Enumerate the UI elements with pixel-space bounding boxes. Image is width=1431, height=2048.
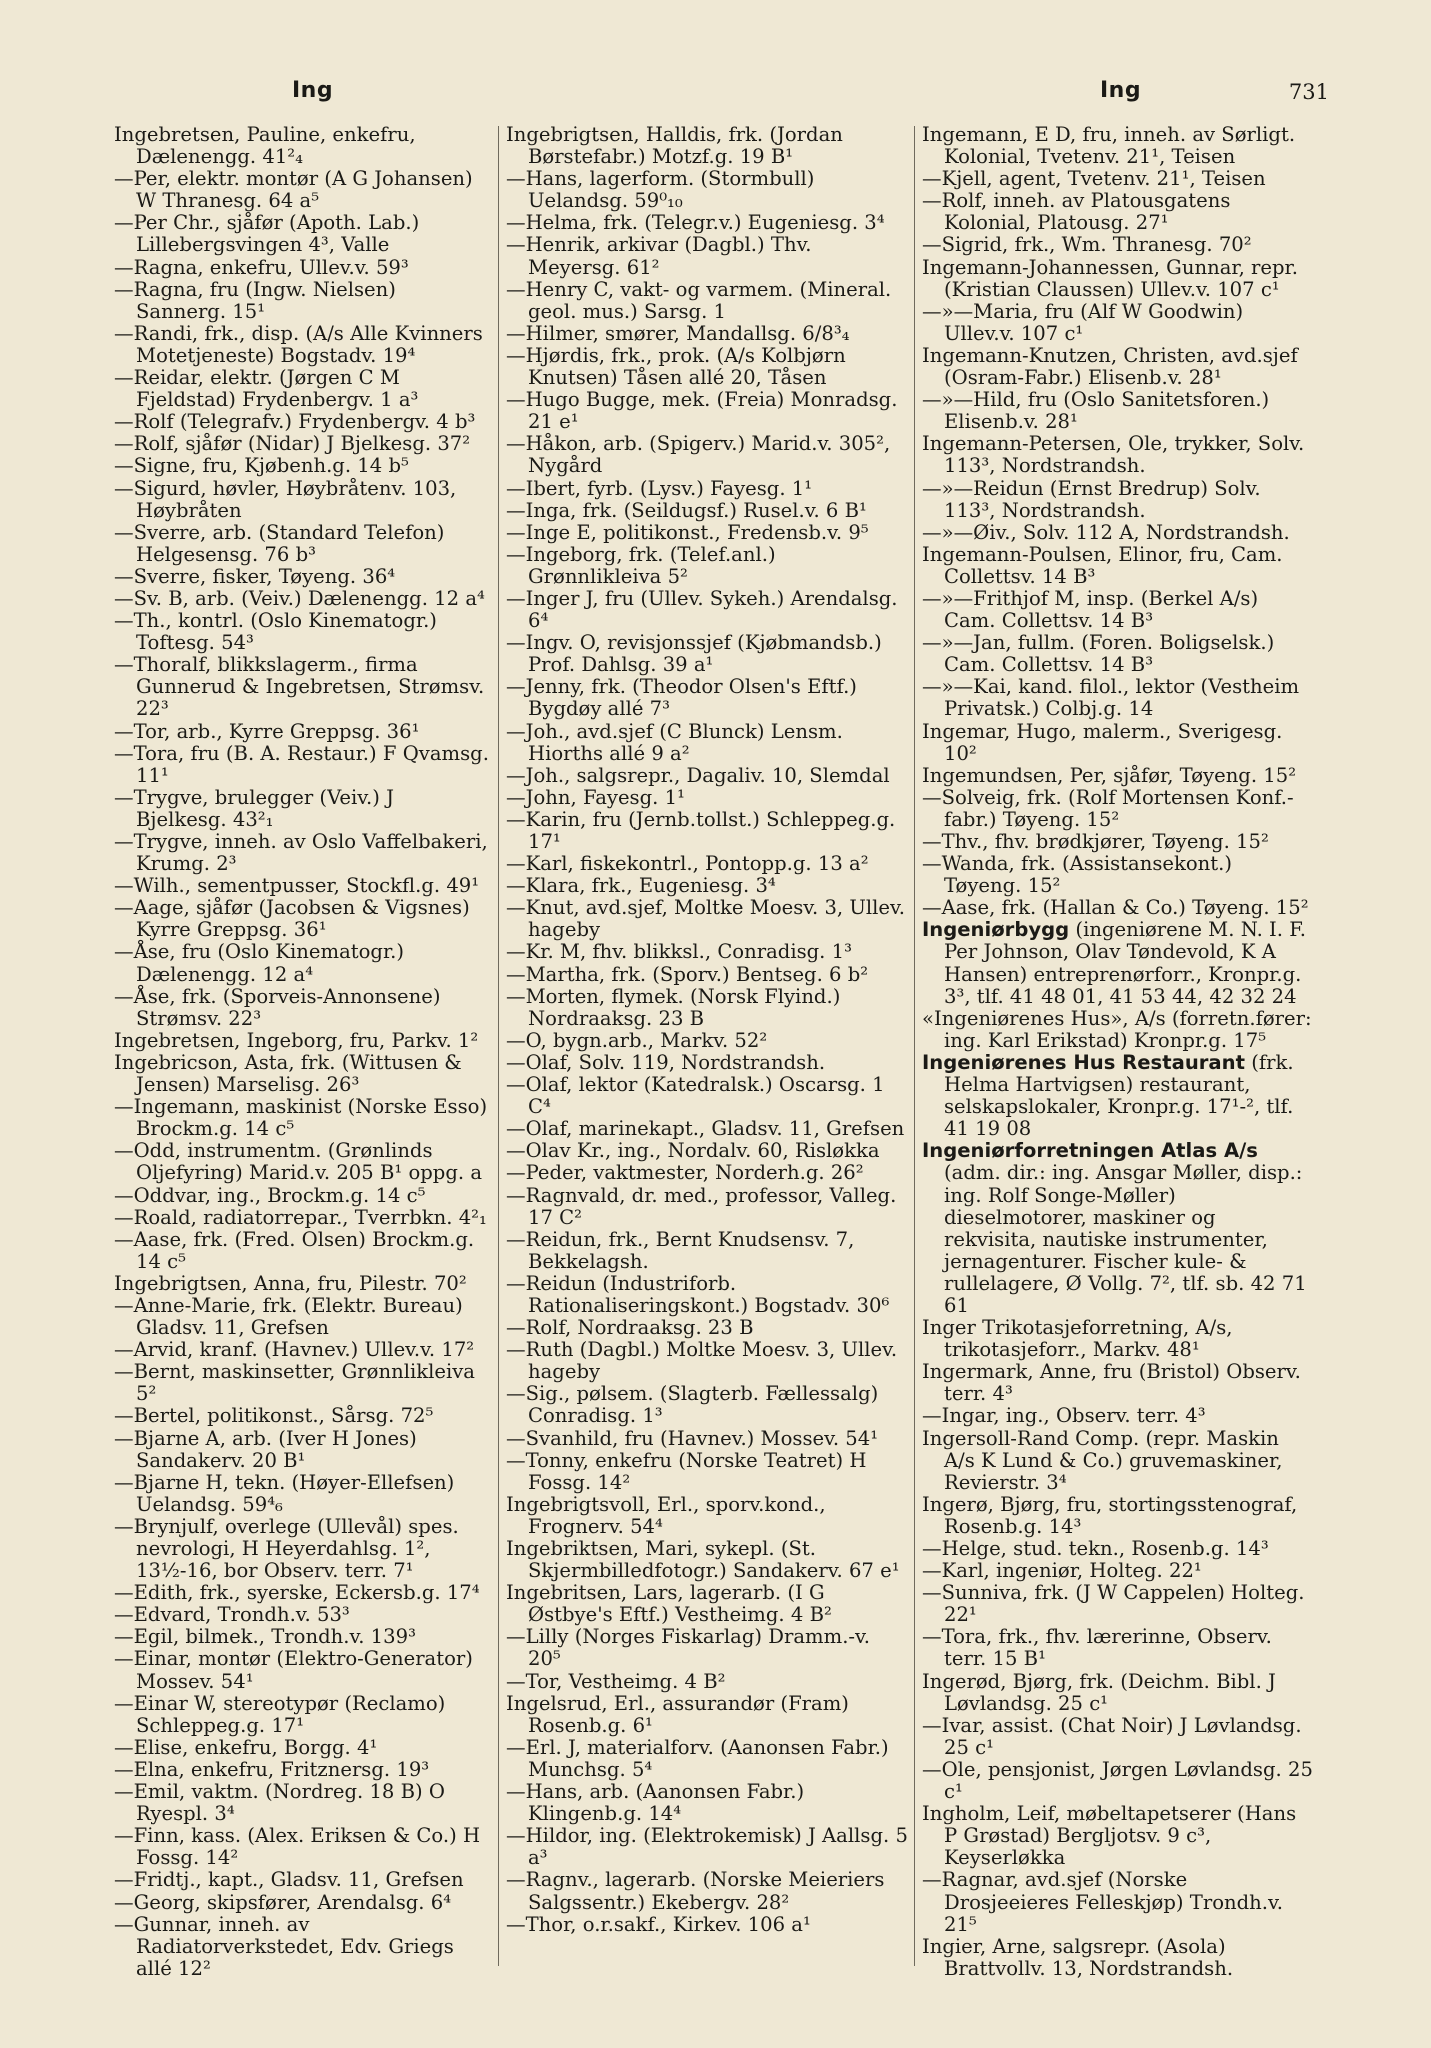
directory-entry: —Emil, vaktm. (Nordreg. 18 B) O Ryespl. 3⁴ [114, 1780, 445, 1826]
directory-entry: —Edith, frk., syerske, Eckersb.g. 17⁴ [114, 1581, 480, 1605]
directory-entry: —Sverre, fisker, Tøyeng. 36⁴ [114, 564, 396, 588]
directory-entry: Ingelsrud, Erl., assurandør (Fram) Rosenb.g. 6¹ [506, 1691, 849, 1737]
directory-entry: Ingemann, E D, fru, inneh. av Sørligt. Kolonial, Tvetenv. 21¹, Teisen [922, 123, 1296, 169]
directory-entry: —»—Maria, fru (Alf W Goodwin) Ullev.v. 107 c¹ [922, 299, 1244, 345]
directory-entry: —Ragna, fru (Ingw. Nielsen) Sannerg. 15¹ [114, 277, 396, 323]
directory-entry: —Joh., avd.sjef (C Blunck) Lensm. Hiorths allé 9 a² [506, 719, 843, 765]
directory-entry: —Bernt, maskinsetter, Grønnlikleiva 5² [114, 1360, 475, 1406]
directory-entry: —Håkon, arb. (Spigerv.) Marid.v. 305², Nygård [506, 432, 891, 478]
directory-entry: —Erl. J, materialforv. (Aanonsen Fabr.) Munchsg. 5⁴ [506, 1735, 889, 1781]
directory-entry: —Tora, frk., fhv. lærerinne, Observ. terr. 15 B¹ [922, 1625, 1272, 1671]
directory-entry: —Per, elektr. montør (A G Johansen) W Thranesg. 64 a⁵ [114, 167, 473, 213]
directory-entry: Ingholm, Leif, møbeltapetserer (Hans P Grøstad) Bergljotsv. 9 c³, Keyserløkka [922, 1802, 1297, 1870]
directory-entry: —Edvard, Trondh.v. 53³ [114, 1603, 350, 1627]
directory-entry: —Sig., pølsem. (Slagterb. Fællessalg) Conradisg. 1³ [506, 1382, 879, 1428]
directory-entry: —Helge, stud. tekn., Rosenb.g. 14³ [922, 1537, 1269, 1560]
directory-entry: —Hans, lagerform. (Stormbull) Uelandsg. 59⁰₁₀ [506, 167, 815, 213]
directory-entry: Ingebrigtsvoll, Erl., sporv.kond., Frognerv. 54⁴ [506, 1492, 826, 1538]
directory-entry: —Hugo Bugge, mek. (Freia) Monradsg. 21 e¹ [506, 388, 898, 434]
directory-entry: —Hans, arb. (Aanonsen Fabr.) Klingenb.g. 14⁴ [506, 1780, 805, 1826]
directory-entry: —Karl, fiskekontrl., Pontopp.g. 13 a² [506, 852, 869, 876]
directory-entry: Ingebretsen, Ingeborg, fru, Parkv. 1² [114, 1028, 479, 1052]
directory-entry: —Odd, instrumentm. (Grønlinds Oljefyring) Marid.v. 205 B¹ oppg. a [114, 1139, 483, 1185]
directory-entry: —Signe, fru, Kjøbenh.g. 14 b⁵ [114, 454, 409, 478]
directory-entry: —Thoralf, blikkslagerm., firma Gunnerud & Ingebretsen, Strømsv. 22³ [114, 653, 485, 721]
directory-entry: —Gunnar, inneh. av Radiatorverkstedet, Edv. Griegs allé 12² [114, 1912, 454, 1980]
directory-entry: —Egil, bilmek., Trondh.v. 139³ [114, 1625, 416, 1649]
directory-entry: —Wilh., sementpusser, Stockfl.g. 49¹ [114, 874, 480, 898]
directory-entry: —Oddvar, ing., Brockm.g. 14 c⁵ [114, 1183, 426, 1207]
directory-entry: —Jenny, frk. (Theodor Olsen's Eftf.) Bygdøy allé 7³ [506, 675, 857, 721]
directory-entry: —Joh., salgsrepr., Dagaliv. 10, Slemdal [506, 763, 890, 787]
directory-entry: Ingermark, Anne, fru (Bristol) Observ. terr. 4³ [922, 1360, 1301, 1406]
directory-entry: —Thor, o.r.sakf., Kirkev. 106 a¹ [506, 1912, 811, 1936]
directory-entry: —Ragnar, avd.sjef (Norske Drosjeeieres Felleskjøp) Trondh.v. 21⁵ [922, 1868, 1283, 1936]
directory-entry: —Åse, frk. (Sporveis-Annonsene) Strømsv. 22³ [114, 984, 441, 1030]
directory-entry: —Solveig, frk. (Rolf Mortensen Konf.-fabr.) Tøyeng. 15² [922, 785, 1294, 831]
directory-entry: Ingemann-Johannessen, Gunnar, repr. (Kristian Claussen) Ullev.v. 107 c¹ [922, 255, 1298, 301]
directory-entry: «Ingeniørenes Hus», A/s (forretn.fører: ing. Karl Erikstad) Kronpr.g. 17⁵ [922, 1006, 1312, 1052]
column-divider [914, 126, 915, 1966]
directory-entry: —Randi, frk., disp. (A/s Alle Kvinners Motetjeneste) Bogstadv. 19⁴ [114, 321, 483, 367]
directory-entry: —»—Jan, fullm. (Foren. Boligselsk.) Cam. Collettsv. 14 B³ [922, 631, 1275, 677]
directory-entry: —Sigurd, høvler, Høybråtenv. 103, Høybråten [114, 476, 457, 522]
column-divider [498, 126, 499, 1966]
directory-entry: —John, Fayesg. 1¹ [506, 785, 685, 809]
directory-entry: —Georg, skipsfører, Arendalsg. 6⁴ [114, 1890, 452, 1914]
directory-entry: —Trygve, brulegger (Veiv.) J Bjelkesg. 43²₁ [114, 785, 394, 831]
directory-entry: —Arvid, kranf. (Havnev.) Ullev.v. 17² [114, 1338, 475, 1362]
directory-entry: Ingerø, Bjørg, fru, stortingsstenograf, Rosenb.g. 14³ [922, 1492, 1298, 1538]
directory-entry: —Martha, frk. (Sporv.) Bentseg. 6 b² [506, 962, 869, 986]
running-head-left: Ing [292, 78, 334, 103]
directory-entry: —Åse, fru (Oslo Kinematogr.) Dælenengg. 12 a⁴ [114, 940, 405, 986]
directory-entry [922, 1052, 1314, 1140]
directory-entry: —Elna, enkefru, Fritznersg. 19³ [114, 1757, 430, 1781]
directory-entry: —Sverre, arb. (Standard Telefon) Helgesensg. 76 b³ [114, 520, 445, 566]
directory-entry: —Fridtj., kapt., Gladsv. 11, Grefsen [114, 1868, 464, 1892]
directory-entry: —Bertel, politikonst., Sårsg. 72⁵ [114, 1404, 434, 1428]
directory-entry: —Sunniva, frk. (J W Cappelen) Holteg. 22¹ [922, 1581, 1305, 1627]
directory-entry: Ingemann-Petersen, Ole, trykker, Solv. 113³, Nordstrandsh. [922, 432, 1305, 478]
entry-text: (ingeniørene M. N. I. F. Per Johnson, Olav Tøndevold, K A Hansen) entreprenørforr., Kronpr.g. 3³, tlf. 41 48 01, 41 53 44, 42 32 24 [944, 918, 1307, 1008]
directory-entry: —Knut, avd.sjef, Moltke Moesv. 3, Ullev. hageby [506, 896, 906, 942]
directory-entry: —O, bygn.arb., Markv. 52² [506, 1028, 768, 1052]
directory-entry: —Aase, frk. (Fred. Olsen) Brockm.g. 14 c⁵ [114, 1227, 475, 1273]
directory-entry: —Reidar, elektr. (Jørgen C M Fjeldstad) Frydenbergv. 1 a³ [114, 366, 419, 412]
directory-entry: —Tor, arb., Kyrre Greppsg. 36¹ [114, 719, 420, 743]
directory-entry: —Rolf, sjåfør (Nidar) J Bjelkesg. 37² [114, 432, 471, 456]
directory-entry: —»—Hild, fru (Oslo Sanitetsforen.) Elisenb.v. 28¹ [922, 388, 1270, 434]
directory-entry: Ingemar, Hugo, malerm., Sverigesg. 10² [922, 719, 1283, 765]
directory-entry: —Elise, enkefru, Borgg. 4¹ [114, 1735, 378, 1759]
directory-entry: —Olaf, Solv. 119, Nordstrandsh. [506, 1050, 826, 1074]
directory-entry: —Rolf, Nordraaksg. 23 B [506, 1316, 754, 1340]
directory-entry: Ingebricson, Asta, frk. (Wittusen & Jensen) Marselisg. 26³ [114, 1050, 462, 1097]
directory-entry: —Olaf, lektor (Katedralsk.) Oscarsg. 1 C⁴ [506, 1073, 885, 1119]
directory-entry: —Lilly (Norges Fiskarlag) Dramm.-v. 20⁵ [506, 1625, 871, 1671]
directory-entry: Ingebriktsen, Mari, sykepl. (St. Skjermbilledfotogr.) Sandakerv. 67 e¹ [506, 1537, 900, 1583]
directory-entry: —»—Frithjof M, insp. (Berkel A/s) Cam. Collettsv. 14 B³ [922, 586, 1259, 633]
directory-entry: —Hjørdis, frk., prok. (A/s Kolbjørn Knutsen) Tåsen allé 20, Tåsen [506, 343, 846, 390]
directory-entry: —Klara, frk., Eugeniesg. 3⁴ [506, 874, 776, 898]
directory-entry: —Rolf (Telegrafv.) Frydenbergv. 4 b³ [114, 410, 476, 434]
directory-entry: Ingebritsen, Lars, lagerarb. (I G Østbye's Eftf.) Vestheimg. 4 B² [506, 1581, 832, 1627]
directory-entry: —Helma, frk. (Telegr.v.) Eugeniesg. 3⁴ [506, 211, 885, 235]
directory-entry: —Rolf, inneh. av Platousgatens Kolonial, Platousg. 27¹ [922, 189, 1231, 235]
directory-entry: —Olaf, marinekapt., Gladsv. 11, Grefsen [506, 1117, 905, 1141]
firm-name: Ingeniørforretningen Atlas A/s [922, 1139, 1258, 1163]
directory-entry: —Karin, fru (Jernb.tollst.) Schleppeg.g. 17¹ [506, 807, 896, 853]
directory-entry: —Thv., fhv. brødkjører, Tøyeng. 15² [922, 830, 1269, 853]
directory-entry: —Tor, Vestheimg. 4 B² [506, 1669, 726, 1693]
directory-entry: —Reidun (Industriforb. Rationaliseringskont.) Bogstadv. 30⁶ [506, 1271, 890, 1317]
directory-entry: —Th., kontrl. (Oslo Kinematogr.) Toftesg. 54³ [114, 609, 437, 655]
directory-entry: —Henry C, vakt- og varmem. (Mineral. geol. mus.) Sarsg. 1 [506, 277, 892, 323]
firm-name: Ingeniørenes Hus Restaurant [922, 1050, 1245, 1074]
directory-entry: —Bjarne H, tekn. (Høyer-Ellefsen) Uelandsg. 59⁴₆ [114, 1470, 455, 1516]
directory-entry: —Anne-Marie, frk. (Elektr. Bureau) Gladsv. 11, Grefsen [114, 1293, 463, 1340]
directory-entry: —Wanda, frk. (Assistansekont.) Tøyeng. 15² [922, 852, 1233, 898]
directory-entry: —Inga, frk. (Seildugsf.) Rusel.v. 6 B¹ [506, 498, 867, 522]
directory-entry: —Hildor, ing. (Elektrokemisk) J Aallsg. 5 a³ [506, 1824, 908, 1870]
directory-entry: —Ragnvald, dr. med., professor, Valleg. 17 C² [506, 1183, 897, 1229]
directory-entry: Ingebretsen, Pauline, enkefru, Dælenengg. 41²₄ [114, 123, 416, 169]
directory-entry: —Svanhild, fru (Havnev.) Mossev. 54¹ [506, 1426, 879, 1450]
directory-entry [922, 1140, 1314, 1317]
directory-entry: —Inger J, fru (Ullev. Sykeh.) Arendalsg. 6⁴ [506, 586, 898, 633]
directory-entry: —Ole, pensjonist, Jørgen Løvlandsg. 25 c¹ [922, 1757, 1313, 1804]
directory-entry: —Kjell, agent, Tvetenv. 21¹, Teisen [922, 167, 1266, 191]
directory-entry: —Einar W, stereotypør (Reclamo) Schleppeg.g. 17¹ [114, 1691, 446, 1737]
directory-entry: —Hilmer, smører, Mandallsg. 6/8³₄ [506, 321, 850, 345]
entry-text: (frk. Helma Hartvigsen) restaurant, selskapslokaler, Kronpr.g. 17¹-², tlf. 41 19 08 [944, 1050, 1294, 1141]
directory-entry: —Ibert, fyrb. (Lysv.) Fayesg. 1¹ [506, 476, 813, 500]
directory-entry: Ingersoll-Rand Comp. (repr. Maskin A/s K Lund & Co.) gruvemaskiner, Revierstr. 3⁴ [922, 1426, 1283, 1494]
directory-entry: —Aage, sjåfør (Jacobsen & Vigsnes) Kyrre Greppsg. 36¹ [114, 896, 470, 942]
directory-entry: —Ragna, enkefru, Ullev.v. 59³ [114, 255, 409, 279]
directory-entry: —Reidun, frk., Bernt Knudsensv. 7, Bekkelagsh. [506, 1227, 855, 1273]
directory-entry: Ingier, Arne, salgsrepr. (Asola) Brattvollv. 13, Nordstrandsh. [922, 1934, 1234, 1980]
directory-entry: —Tora, fru (B. A. Restaur.) F Qvamsg. 11¹ [114, 741, 489, 787]
directory-entry: Ingebrigtsen, Halldis, frk. (Jordan Børstefabr.) Motzf.g. 19 B¹ [506, 123, 843, 169]
directory-entry: —Kr. M, fhv. blikksl., Conradisg. 1³ [506, 940, 852, 964]
column-1 [114, 124, 490, 1980]
directory-entry: —»—Kai, kand. filol., lektor (Vestheim Privatsk.) Colbj.g. 14 [922, 675, 1300, 721]
firm-name: Ingeniørbygg [922, 918, 1070, 942]
directory-entry: —»—Øiv., Solv. 112 A, Nordstrandsh. [922, 520, 1290, 544]
directory-entry [922, 919, 1314, 1007]
directory-entry: —Ragnv., lagerarb. (Norske Meieriers Salgssentr.) Ekebergv. 28² [506, 1868, 885, 1914]
page-number: 731 [1288, 80, 1329, 104]
directory-entry: —Ingeborg, frk. (Telef.anl.) Grønnlikleiva 5² [506, 542, 776, 588]
directory-entry: —Per Chr., sjåfør (Apoth. Lab.) Lillebergsvingen 4³, Valle [114, 211, 420, 257]
directory-entry: Ingebrigtsen, Anna, fru, Pilestr. 70² [114, 1271, 467, 1295]
directory-entry: —Peder, vaktmester, Norderh.g. 26² [506, 1161, 864, 1185]
directory-entry: —Olav Kr., ing., Nordalv. 60, Risløkka [506, 1139, 880, 1163]
directory-entry: —Roald, radiatorrepar., Tverrbkn. 4²₁ [114, 1205, 487, 1229]
directory-entry: —Morten, flymek. (Norsk Flyind.) Nordraaksg. 23 B [506, 984, 841, 1030]
directory-entry: Ingemann-Poulsen, Elinor, fru, Cam. Collettsv. 14 B³ [922, 542, 1283, 588]
directory-entry: —Aase, frk. (Hallan & Co.) Tøyeng. 15² [922, 896, 1309, 920]
directory-entry: —Sv. B, arb. (Veiv.) Dælenengg. 12 a⁴ [114, 586, 485, 610]
directory-entry: Ingemann-Knutzen, Christen, avd.sjef (Osram-Fabr.) Elisenb.v. 28¹ [922, 343, 1298, 390]
directory-entry: Ingerød, Bjørg, frk. (Deichm. Bibl. J Løvlandsg. 25 c¹ [922, 1669, 1276, 1715]
directory-entry: —Bjarne A, arb. (Iver H Jones) Sandakerv. 20 B¹ [114, 1426, 417, 1472]
directory-entry: —Ingv. O, revisjonssjef (Kjøbmandsb.) Prof. Dahlsg. 39 a¹ [506, 631, 882, 677]
directory-entry: —Tonny, enkefru (Norske Teatret) H Fossg. 14² [506, 1448, 867, 1494]
directory-entry: —Ingemann, maskinist (Norske Esso) Brockm.g. 14 c⁵ [114, 1095, 488, 1141]
directory-entry: Inger Trikotasjeforretning, A/s, trikotasjeforr., Markv. 48¹ [922, 1316, 1233, 1362]
directory-entry: Ingemundsen, Per, sjåfør, Tøyeng. 15² [922, 763, 1297, 787]
directory-entry: —Sigrid, frk., Wm. Thranesg. 70² [922, 233, 1252, 257]
directory-entry: —Henrik, arkivar (Dagbl.) Thv. Meyersg. 61² [506, 233, 812, 279]
directory-entry: —Ruth (Dagbl.) Moltke Moesv. 3, Ullev. hageby [506, 1338, 898, 1384]
directory-entry: —Inge E, politikonst., Fredensb.v. 9⁵ [506, 520, 869, 544]
directory-entry: —Trygve, inneh. av Oslo Vaffelbakeri, Krumg. 2³ [114, 830, 488, 876]
directory-entry: —Karl, ingeniør, Holteg. 22¹ [922, 1559, 1202, 1583]
directory-entry: —»—Reidun (Ernst Bredrup) Solv. 113³, Nordstrandsh. [922, 476, 1261, 522]
column-3 [922, 124, 1314, 1980]
directory-entry: —Ivar, assist. (Chat Noir) J Løvlandsg. 25 c¹ [922, 1713, 1302, 1759]
entry-text: (adm. dir.: ing. Ansgar Møller, disp.: ing. Rolf Songe-Møller) dieselmotorer, maskiner og rekvisita, nautiske instrumenter, jernagenturer. Fischer kule- & rullelagere, Ø Vollg. 7², tlf. sb. 42 71 61 [944, 1161, 1307, 1317]
directory-entry: —Ingar, ing., Observ. terr. 4³ [922, 1404, 1206, 1428]
directory-entry: —Finn, kass. (Alex. Eriksen & Co.) H Fossg. 14² [114, 1824, 481, 1870]
directory-entry: —Einar, montør (Elektro-Generator) Mossev. 54¹ [114, 1647, 473, 1693]
running-head-right: Ing [1100, 78, 1142, 103]
column-2 [506, 124, 908, 1936]
directory-entry: —Brynjulf, overlege (Ullevål) spes. nevrologi, H Heyerdahlsg. 1², 13½-16, bor Observ. terr. 7¹ [114, 1514, 459, 1583]
